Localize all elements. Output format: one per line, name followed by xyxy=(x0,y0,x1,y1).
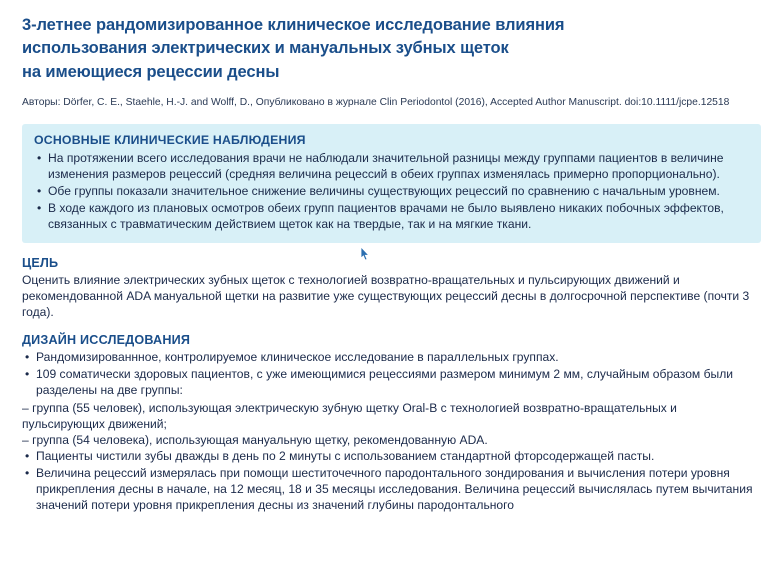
section-study-design xyxy=(22,333,761,513)
key-findings-box xyxy=(22,124,761,243)
page-title-line-1: 3-летнее рандомизированное клиническое исследование влияния xyxy=(22,16,565,34)
list-item: • Пациенты чистили зубы дважды в день по 2 минуты с использованием стандартной фторсодержащей пасты. xyxy=(22,448,761,464)
list-item: • Рандомизированнное, контролируемое клиническое исследование в параллельных группах. xyxy=(22,349,761,365)
list-item: • В ходе каждого из плановых осмотров обеих групп пациентов врачами не было выявлено никаких побочных эффектов, связанных с травматическим действием щеток как на твердые, так и на мягкие ткани. xyxy=(34,200,749,232)
page-title-line-3: на имеющиеся рецессии десны xyxy=(22,62,280,81)
study-design-list-top xyxy=(22,349,761,398)
section-objective-heading: ЦЕЛЬ xyxy=(22,256,59,271)
page-title-line-2: использования электрических и мануальных зубных щеток xyxy=(22,39,509,58)
study-design-list-bottom xyxy=(22,448,761,513)
list-item: • 109 соматически здоровых пациентов, с уже имеющимися рецессиями размером минимум 2 мм, случайным образом были разделены на две группы: xyxy=(22,366,761,398)
list-item: • Обе группы показали значительное снижение величины существующих рецессий по сравнению с начальным уровнем. xyxy=(34,183,749,199)
study-group-electric: – группа (55 человек), использующая электрическую зубную щетку Oral-B с технологией возвратно-вращательных и пульсирующих движений; xyxy=(22,400,677,431)
section-objective-text: Оценить влияние электрических зубных щеток с технологией возвратно-вращательных и пульсирующих движений и рекомендованной ADA мануальной щетки на развитие уже существующих рецессий десны в долгосрочной перспективе (почти 3 года). xyxy=(22,273,750,320)
section-study-design-heading: ДИЗАЙН ИССЛЕДОВАНИЯ xyxy=(22,333,191,348)
page-title xyxy=(22,14,761,84)
list-item: • На протяжении всего исследования врачи не наблюдали значительной разницы между группами пациентов в величине изменения размеров рецессий (средняя величина рецессий в обеих группах изменялась примерно пропорционально). xyxy=(34,150,749,182)
study-group-manual: – группа (54 человека), использующая мануальную щетку, рекомендованную ADA. xyxy=(22,432,488,447)
section-objective xyxy=(22,256,761,320)
key-findings-list xyxy=(34,150,749,232)
key-findings-heading: ОСНОВНЫЕ КЛИНИЧЕСКИЕ НАБЛЮДЕНИЯ xyxy=(34,132,306,147)
list-item: • Величина рецессий измерялась при помощи шеститочечного пародонтального зондирования и вычисления потери уровня прикрепления десны в начале, на 12 месяц, 18 и 35 месяцы исследования. Величина рецессий вычислялась путем вычитания значений потери уровня прикрепления десны из значений глубины пародонтального xyxy=(22,465,761,513)
authors-citation: Авторы: Dörfer, C. E., Staehle, H.-J. and Wolff, D., Опубликовано в журнале Clin Periodontol (2016), Accepted Author Manuscript. doi:10.1111/jcpe.12518 xyxy=(22,97,730,109)
